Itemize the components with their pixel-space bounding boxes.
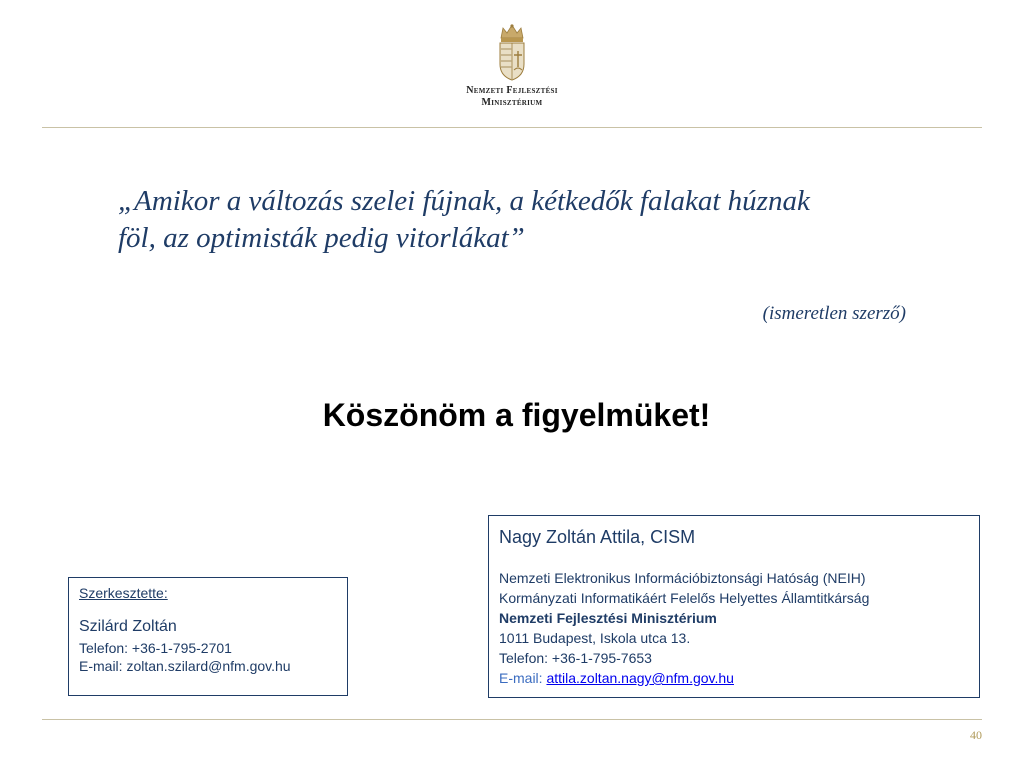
contact-box <box>488 515 980 698</box>
bottom-divider <box>42 719 982 720</box>
contact-email-row <box>499 668 979 688</box>
editor-email: E-mail: zoltan.szilard@nfm.gov.hu <box>79 658 291 674</box>
logo-text-line1: Nemzeti Fejlesztési <box>466 85 558 96</box>
quote-text: „Amikor a változás szelei fújnak, a kétkedők falakat húznak föl, az optimisták pedig vitorlákat” <box>118 185 810 254</box>
thanks-heading: Köszönöm a figyelmüket! <box>322 397 711 433</box>
contact-phone: Telefon: +36-1-795-7653 <box>499 650 652 666</box>
coat-of-arms-icon <box>495 24 529 82</box>
editor-name: Szilárd Zoltán <box>79 618 177 635</box>
contact-email-link[interactable]: attila.zoltan.nagy@nfm.gov.hu <box>546 670 734 686</box>
ministry-logo <box>440 24 584 118</box>
contact-address: 1011 Budapest, Iskola utca 13. <box>499 630 691 646</box>
contact-org1: Nemzeti Elektronikus Információbiztonsági Hatóság (NEIH) <box>499 570 866 586</box>
contact-name: Nagy Zoltán Attila, CISM <box>499 527 696 547</box>
editor-box <box>68 577 348 696</box>
editor-label: Szerkesztette: <box>79 585 168 601</box>
contact-ministry: Nemzeti Fejlesztési Minisztérium <box>499 610 717 626</box>
contact-email-label: E-mail: <box>499 670 547 686</box>
page-number: 40 <box>970 728 982 742</box>
contact-org2: Kormányzati Informatikáért Felelős Helyettes Államtitkárság <box>499 590 870 606</box>
top-divider <box>42 127 982 128</box>
editor-phone: Telefon: +36-1-795-2701 <box>79 640 232 656</box>
logo-text-line2: Minisztérium <box>481 97 543 108</box>
quote-author: (ismeretlen szerző) <box>762 303 906 324</box>
